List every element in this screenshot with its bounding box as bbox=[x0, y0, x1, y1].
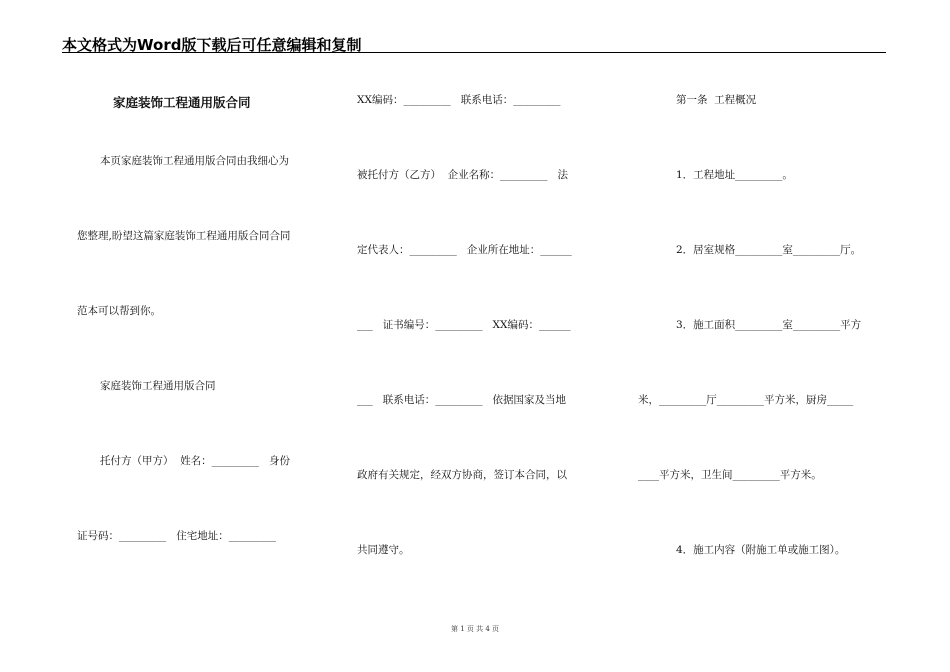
document-header: 本文格式为Word版下载后可任意编辑和复制 bbox=[62, 36, 362, 54]
paragraph-line: 您整理,盼望这篇家庭装饰工程通用版合同合同 bbox=[77, 230, 291, 242]
paragraph-line: 被托付方（乙方） 企业名称：_________ 法 bbox=[357, 169, 568, 181]
header-divider bbox=[62, 52, 886, 53]
paragraph-line: XX编码：_________ 联系电话：_________ bbox=[357, 94, 561, 106]
paragraph-line: 本页家庭装饰工程通用版合同由我细心为 bbox=[100, 155, 289, 167]
paragraph-line: 定代表人：_________ 企业所在地址：______ bbox=[357, 244, 572, 256]
paragraph-line: ___ 证书编号：_________ XX编码：______ bbox=[357, 319, 571, 331]
paragraph-line: ____平方米，卫生间_________平方米。 bbox=[638, 469, 822, 481]
paragraph-line: 米，_________厅_________平方米，厨房_____ bbox=[638, 394, 854, 406]
paragraph-line: 范本可以帮到你。 bbox=[77, 305, 161, 317]
paragraph-line: 家庭装饰工程通用版合同 bbox=[100, 380, 216, 392]
paragraph-line: 证号码：_________ 住宅地址：_________ bbox=[77, 530, 277, 542]
paragraph-line: 共同遵守。 bbox=[357, 544, 410, 556]
paragraph-line: 3．施工面积_________室_________平方 bbox=[676, 319, 862, 331]
document-title: 家庭装饰工程通用版合同 bbox=[113, 95, 251, 110]
paragraph-line: 2．居室规格_________室_________厅。 bbox=[676, 244, 862, 256]
paragraph-line: 1．工程地址_________。 bbox=[676, 169, 793, 181]
paragraph-line: 政府有关规定，经双方协商，签订本合同，以 bbox=[357, 469, 567, 481]
paragraph-line: ___ 联系电话：_________ 依据国家及当地 bbox=[357, 394, 567, 406]
page-number: 第 1 页 共 4 页 bbox=[450, 625, 500, 633]
paragraph-line: 托付方（甲方） 姓名：_________ 身份 bbox=[100, 455, 290, 467]
paragraph-line: 4．施工内容（附施工单或施工图）。 bbox=[676, 544, 846, 556]
section-heading: 第一条 工程概况 bbox=[676, 94, 757, 106]
